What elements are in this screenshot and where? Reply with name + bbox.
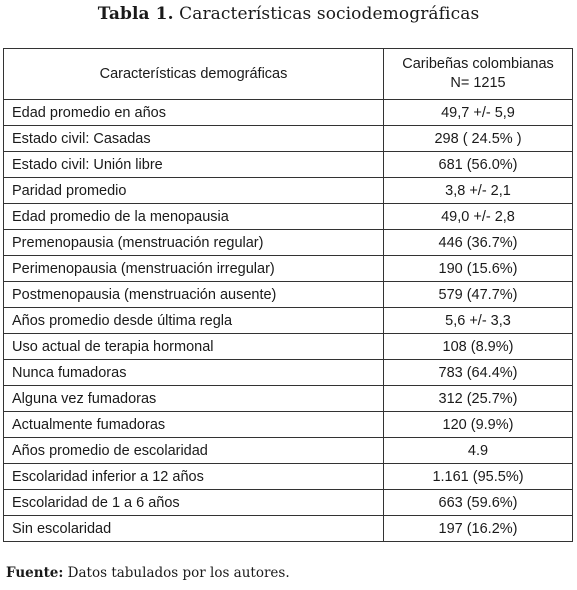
row-label: Paridad promedio [4,178,384,204]
row-value: 681 (56.0%) [384,152,573,178]
row-label: Edad promedio de la menopausia [4,204,384,230]
table-header-row [4,49,573,100]
column-header-population [384,49,573,100]
table-body [4,100,573,542]
row-value: 108 (8.9%) [384,334,573,360]
table-row [4,100,573,126]
row-value: 579 (47.7%) [384,282,573,308]
row-label: Perimenopausia (menstruación irregular) [4,256,384,282]
table-row [4,438,573,464]
row-label: Nunca fumadoras [4,360,384,386]
row-value: 5,6 +/- 3,3 [384,308,573,334]
table-row [4,178,573,204]
row-label: Años promedio desde última regla [4,308,384,334]
row-value: 298 ( 24.5% ) [384,126,573,152]
caption-number: Tabla 1. [97,4,174,24]
row-value: 1.161 (95.5%) [384,464,573,490]
row-label: Postmenopausia (menstruación ausente) [4,282,384,308]
table-row [4,126,573,152]
row-value: 783 (64.4%) [384,360,573,386]
row-value: 446 (36.7%) [384,230,573,256]
table-row [4,282,573,308]
row-value: 4.9 [384,438,573,464]
column-header-characteristics: Características demográficas [4,49,384,100]
table-row [4,464,573,490]
table-caption [0,4,577,24]
source-label: Fuente: [6,565,64,581]
row-label: Estado civil: Unión libre [4,152,384,178]
table-row [4,490,573,516]
row-value: 3,8 +/- 2,1 [384,178,573,204]
row-value: 49,7 +/- 5,9 [384,100,573,126]
source-text: Datos tabulados por los autores. [67,565,290,581]
row-value: 197 (16.2%) [384,516,573,542]
table-row [4,230,573,256]
table-row [4,334,573,360]
row-label: Sin escolaridad [4,516,384,542]
source-note [6,565,290,581]
demographics-table [3,48,573,542]
table-row [4,256,573,282]
table-row [4,516,573,542]
row-label: Escolaridad inferior a 12 años [4,464,384,490]
table-row [4,412,573,438]
row-label: Uso actual de terapia hormonal [4,334,384,360]
row-value: 190 (15.6%) [384,256,573,282]
row-value: 312 (25.7%) [384,386,573,412]
table-row [4,308,573,334]
column-header-population-name: Caribeñas colombianas [402,56,554,72]
row-label: Alguna vez fumadoras [4,386,384,412]
column-header-sample-size: N= 1215 [450,75,506,91]
table-row [4,360,573,386]
row-value: 663 (59.6%) [384,490,573,516]
row-label: Escolaridad de 1 a 6 años [4,490,384,516]
row-value: 120 (9.9%) [384,412,573,438]
row-label: Actualmente fumadoras [4,412,384,438]
row-value: 49,0 +/- 2,8 [384,204,573,230]
table-row [4,204,573,230]
table-row [4,386,573,412]
table-row [4,152,573,178]
row-label: Premenopausia (menstruación regular) [4,230,384,256]
row-label: Estado civil: Casadas [4,126,384,152]
row-label: Años promedio de escolaridad [4,438,384,464]
caption-title: Características sociodemográficas [179,4,480,24]
row-label: Edad promedio en años [4,100,384,126]
